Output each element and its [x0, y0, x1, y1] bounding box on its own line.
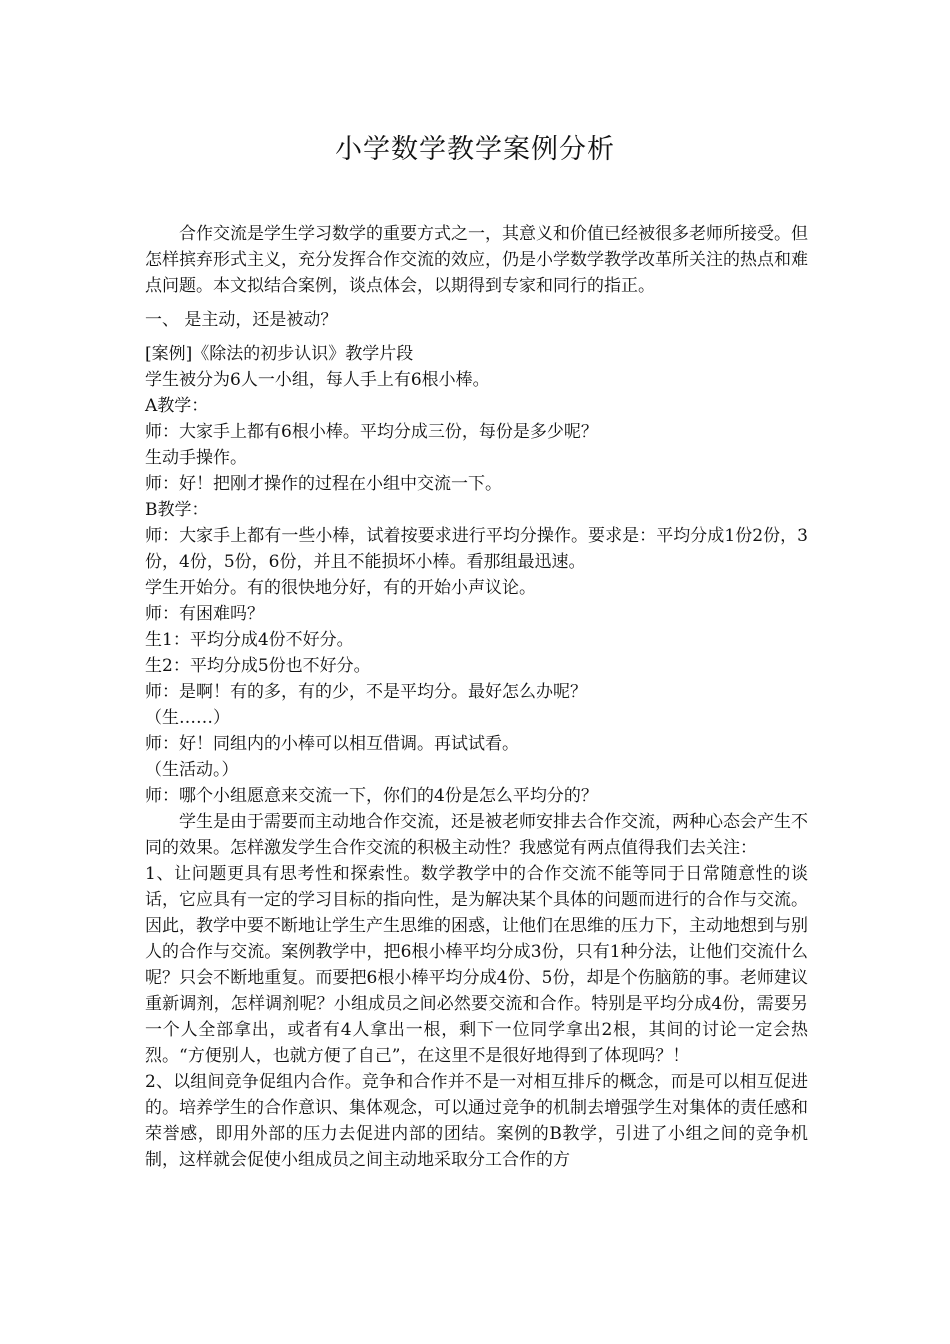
- case-line: （生活动。）: [145, 760, 239, 780]
- section-heading: 一、 是主动，还是被动？: [145, 310, 338, 330]
- case-line: 师：有困难吗？: [145, 604, 264, 624]
- case-line: 师：大家手上都有一些小棒，试着按要求进行平均分操作。要求是：平均分成1份2份，3份，4份，5份，6份，并且不能损坏小棒。看那组最迅速。: [145, 526, 808, 572]
- case-line: 师：好！把刚才操作的过程在小组中交流一下。: [145, 474, 502, 494]
- case-line: 学生被分为6人一小组，每人手上有6根小棒。: [145, 370, 490, 390]
- case-line: 师：哪个小组愿意来交流一下，你们的4份是怎么平均分的？: [145, 786, 598, 806]
- document-title: 小学数学教学案例分析: [335, 134, 615, 165]
- point-one-paragraph: 1、让问题更具有思考性和探索性。数学教学中的合作交流不能等同于日常随意性的谈话，它应具有一定的学习目标的指向性，是为解决某个具体的问题而进行的合作与交流。因此，教学中要不断地让学生产生思维的困惑，让他们在思维的压力下，主动地想到与别人的合作与交流。案例教学中，把6根小棒平均分成3份，只有1种分法，让他们交流什么呢？只会不断地重复。而要把6根小棒平均分成4份、5份，却是个伤脑筋的事。老师建议重新调剂，怎样调剂呢？小组成员之间必然要交流和合作。特别是平均分成4份，需要另一个人全部拿出，或者有4人拿出一根，剩下一位同学拿出2根，其间的讨论一定会热烈。“方便别人，也就方便了自己”，在这里不是很好地得到了体现吗？！: [145, 864, 808, 1066]
- intro-paragraph: 合作交流是学生学习数学的重要方式之一，其意义和价值已经被很多老师所接受。但怎样摈弃形式主义，充分发挥合作交流的效应，仍是小学数学教学改革所关注的热点和难点问题。本文拟结合案例，谈点体会，以期得到专家和同行的指正。: [145, 224, 808, 296]
- case-line: 师：是啊！有的多，有的少，不是平均分。最好怎么办呢？: [145, 682, 587, 702]
- case-title-line: [案例]《除法的初步认识》教学片段: [145, 344, 414, 364]
- case-line: 学生开始分。有的很快地分好，有的开始小声议论。: [145, 578, 536, 598]
- document-body: [145, 221, 808, 1173]
- analysis-paragraph: 学生是由于需要而主动地合作交流，还是被老师安排去合作交流，两种心态会产生不同的效果。怎样激发学生合作交流的积极主动性？我感觉有两点值得我们去关注：: [145, 812, 808, 858]
- case-line: 师：好！同组内的小棒可以相互借调。再试试看。: [145, 734, 519, 754]
- case-line: 师：大家手上都有6根小棒。平均分成三份，每份是多少呢？: [145, 422, 598, 442]
- case-line: 生1：平均分成4份不好分。: [145, 630, 354, 650]
- case-line: （生……）: [145, 708, 230, 728]
- case-line: B教学：: [145, 500, 209, 520]
- point-two-paragraph: 2、以组间竞争促组内合作。竞争和合作并不是一对相互排斥的概念，而是可以相互促进的。培养学生的合作意识、集体观念，可以通过竞争的机制去增强学生对集体的责任感和荣誉感，即用外部的压力去促进内部的团结。案例的B教学，引进了小组之间的竞争机制，这样就会促使小组成员之间主动地采取分工合作的方: [145, 1072, 808, 1170]
- case-line: 生2：平均分成5份也不好分。: [145, 656, 371, 676]
- case-line: 生动手操作。: [145, 448, 247, 468]
- case-line: A教学：: [145, 396, 209, 416]
